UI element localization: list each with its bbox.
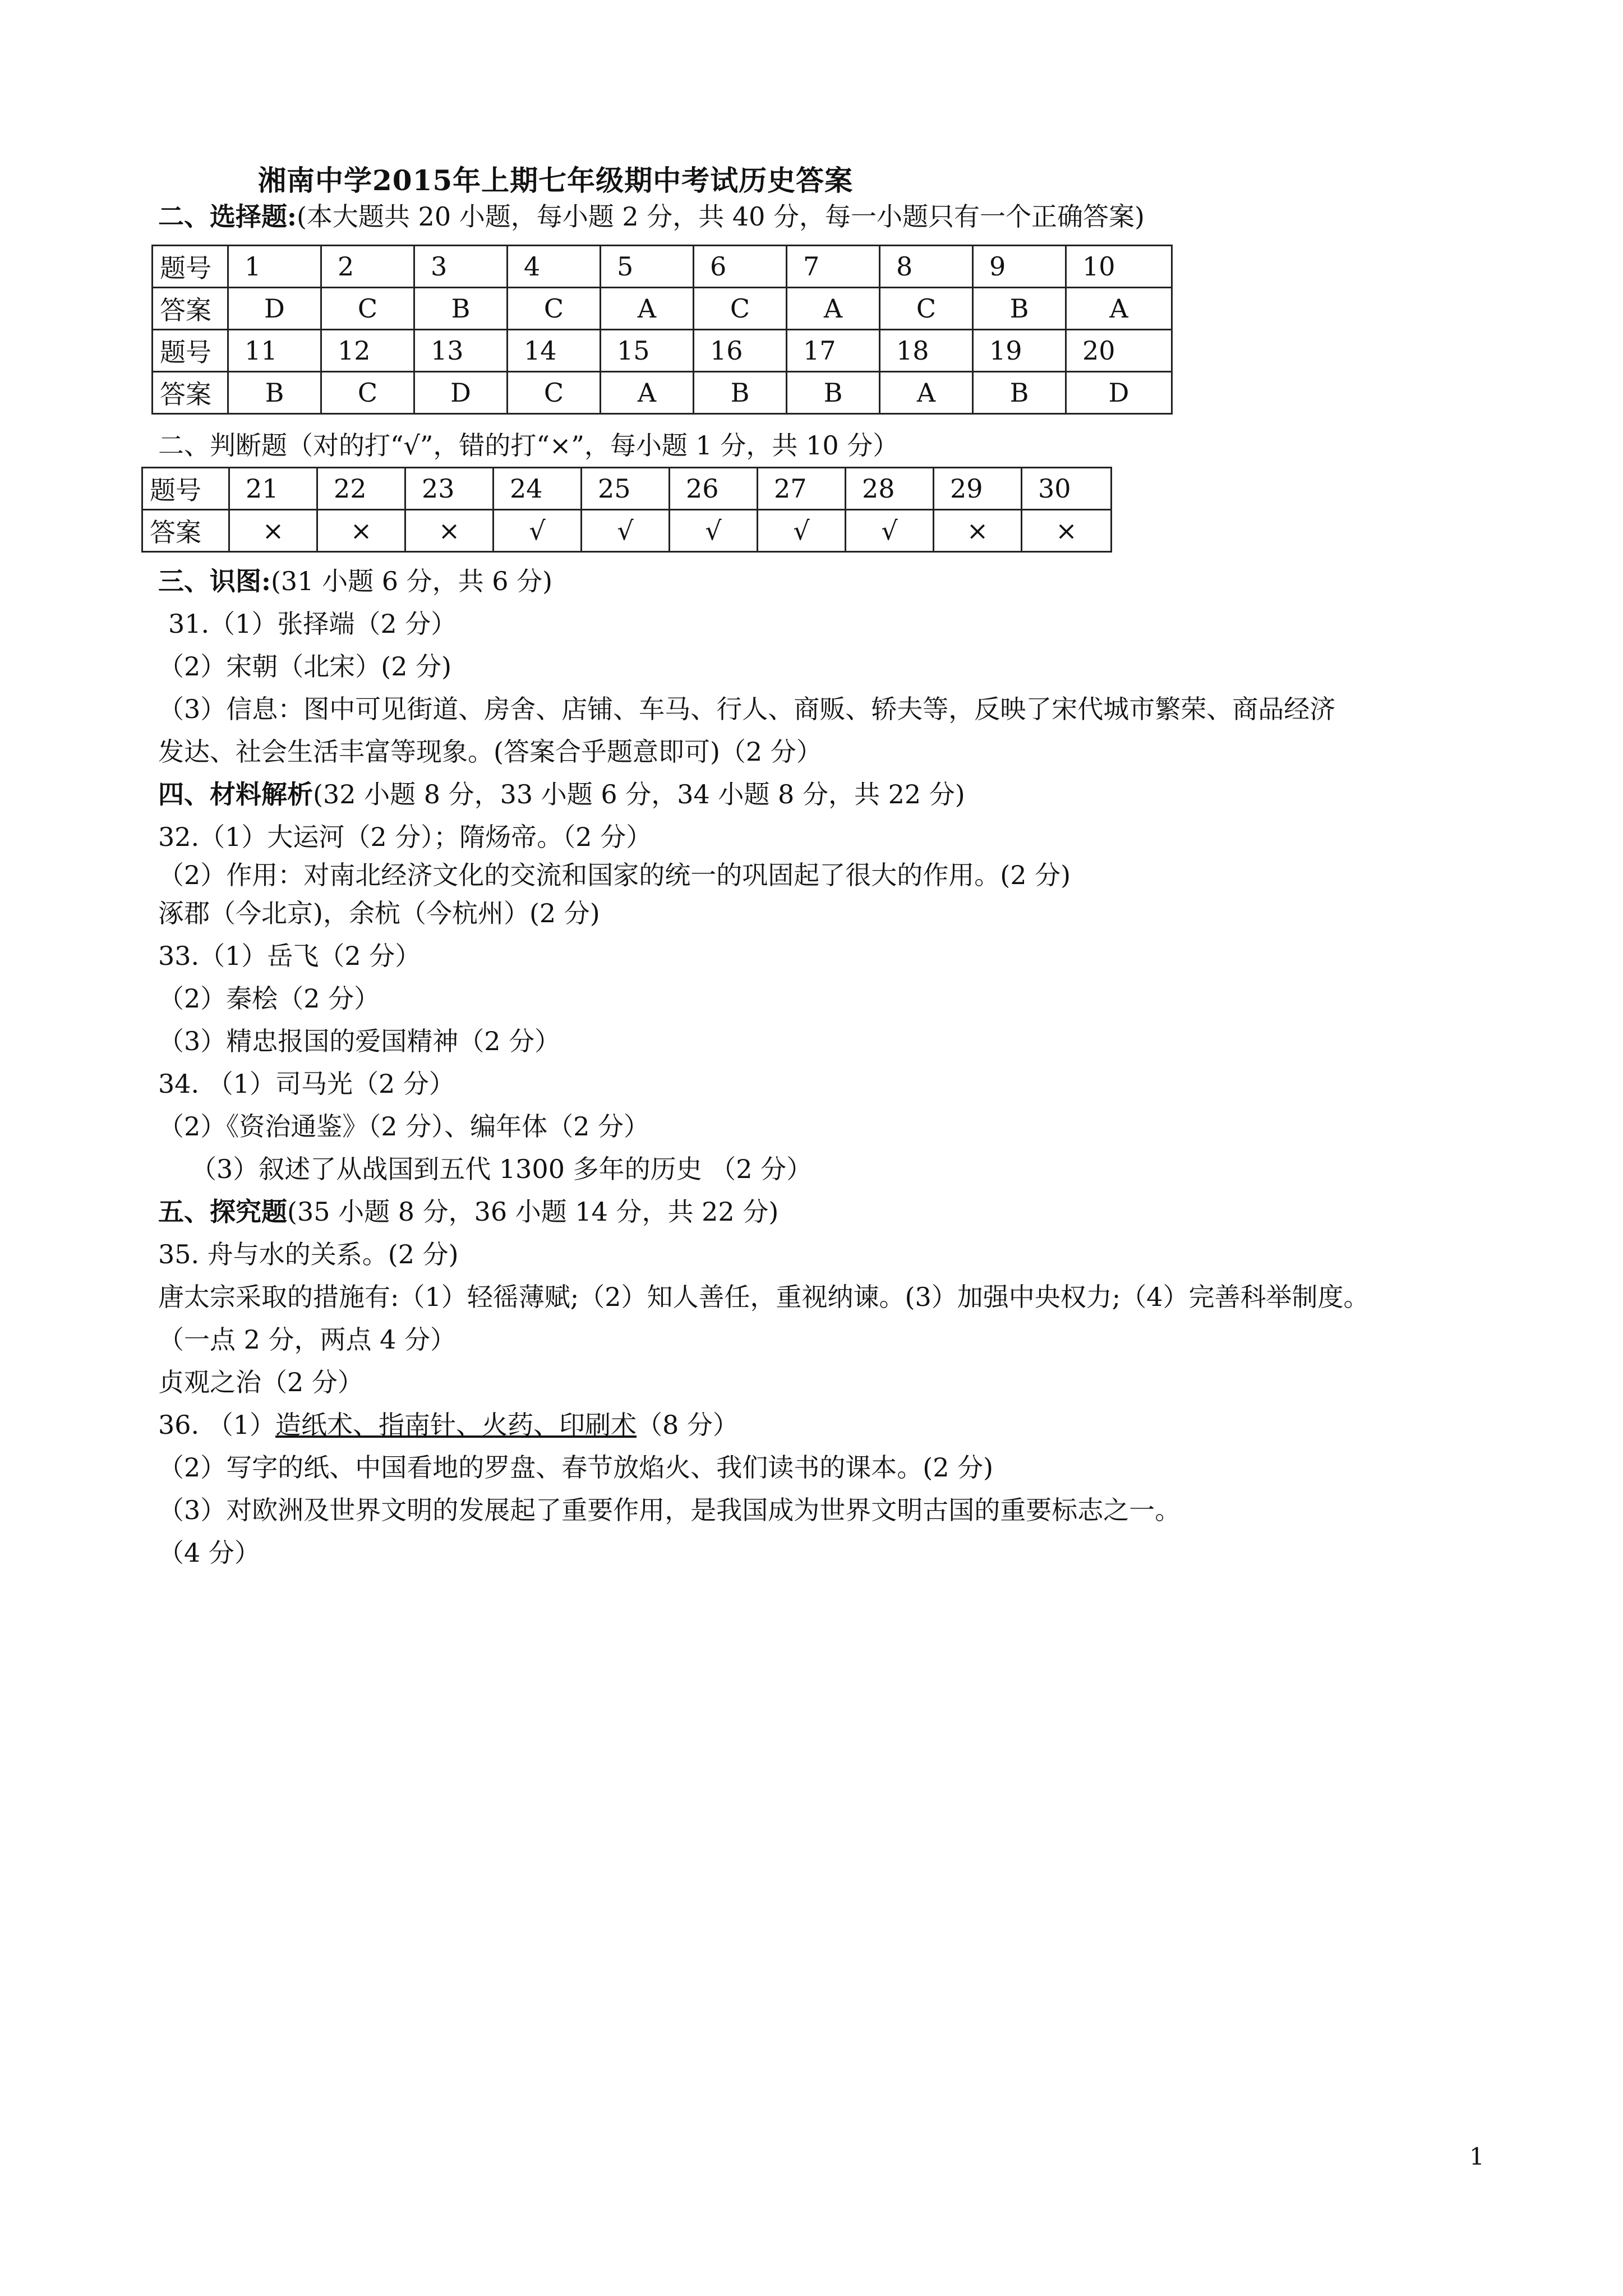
mc-answer-row-1 xyxy=(153,288,1172,330)
answer-cell: √ xyxy=(846,510,934,552)
answer-cell: B xyxy=(973,288,1066,330)
answer-line: （2）作用：对南北经济文化的交流和国家的统一的巩固起了很大的作用。(2 分) xyxy=(158,860,1071,890)
question-number: 3 xyxy=(414,246,508,288)
question-number: 26 xyxy=(670,468,758,510)
mc-heading: 二、选择题: xyxy=(158,201,297,232)
answer-line: 贞观之治（2 分） xyxy=(158,1367,363,1397)
question-number: 12 xyxy=(321,330,414,372)
question-number: 11 xyxy=(228,330,321,372)
answer-cell: C xyxy=(321,288,414,330)
question-number: 17 xyxy=(787,330,880,372)
answer-cell: × xyxy=(229,510,317,552)
tf-section-heading: 二、判断题（对的打“√”，错的打“×”，每小题 1 分，共 10 分） xyxy=(158,430,899,461)
question-number: 9 xyxy=(973,246,1066,288)
question-number: 7 xyxy=(787,246,880,288)
question-number: 23 xyxy=(405,468,494,510)
answer-cell: √ xyxy=(494,510,582,552)
answer-cell: C xyxy=(508,288,601,330)
row-label: 题号 xyxy=(153,330,228,372)
mc-question-row-2 xyxy=(153,330,1172,372)
section3-note: (31 小题 6 分，共 6 分) xyxy=(270,566,553,596)
question-number: 16 xyxy=(694,330,787,372)
answer-cell: C xyxy=(694,288,787,330)
question-number: 21 xyxy=(229,468,317,510)
question-number: 20 xyxy=(1066,330,1172,372)
answer-cell: √ xyxy=(582,510,670,552)
mc-note: (本大题共 20 小题，每小题 2 分，共 40 分，每一小题只有一个正确答案) xyxy=(296,201,1145,232)
answer-line: （2）宋朝（北宋）(2 分) xyxy=(158,651,452,682)
question-number: 18 xyxy=(880,330,973,372)
row-label: 题号 xyxy=(142,468,229,510)
answer-cell: A xyxy=(1066,288,1172,330)
row-label: 题号 xyxy=(153,246,228,288)
page-number: 1 xyxy=(1469,2143,1484,2170)
question-number: 14 xyxy=(508,330,601,372)
question-number: 27 xyxy=(758,468,846,510)
question-number: 8 xyxy=(880,246,973,288)
question-number: 10 xyxy=(1066,246,1172,288)
question-number: 15 xyxy=(601,330,694,372)
answer-line: （2）秦桧（2 分） xyxy=(158,983,380,1014)
mc-answer-row-2 xyxy=(153,372,1172,414)
mc-section-heading xyxy=(158,200,1145,233)
answer-line: （4 分） xyxy=(158,1538,260,1568)
question-number: 6 xyxy=(694,246,787,288)
q36-suffix: （8 分） xyxy=(637,1410,739,1440)
question-number: 24 xyxy=(494,468,582,510)
question-number: 22 xyxy=(317,468,405,510)
answer-cell: × xyxy=(317,510,405,552)
row-label: 答案 xyxy=(153,288,228,330)
question-number: 13 xyxy=(414,330,508,372)
question-number: 19 xyxy=(973,330,1066,372)
answer-line: 涿郡（今北京)，余杭（今杭州）(2 分) xyxy=(158,898,600,928)
answer-line: 33.（1）岳飞（2 分） xyxy=(158,941,421,971)
row-label: 答案 xyxy=(142,510,229,552)
answer-line: 35. 舟与水的关系。(2 分) xyxy=(158,1239,459,1269)
question-number: 5 xyxy=(601,246,694,288)
answer-line: 32.（1）大运河（2 分）；隋炀帝。（2 分） xyxy=(158,822,652,852)
answer-line: 发达、社会生活丰富等现象。(答案合乎题意即可)（2 分） xyxy=(158,737,822,767)
answer-line: 唐太宗采取的措施有:（1）轻徭薄赋;（2）知人善任，重视纳谏。(3）加强中央权力;（4）完善科举制度。 xyxy=(158,1282,1370,1312)
question-number: 29 xyxy=(934,468,1022,510)
answer-cell: B xyxy=(787,372,880,414)
answer-line: （2）《资治通鉴》（2 分）、编年体（2 分） xyxy=(158,1111,650,1142)
answer-line: （2）写字的纸、中国看地的罗盘、春节放焰火、我们读书的课本。(2 分) xyxy=(158,1452,994,1483)
answer-cell: B xyxy=(694,372,787,414)
section3-heading-line xyxy=(158,564,552,598)
section4-heading-line xyxy=(158,777,965,811)
section4-heading: 四、材料解析 xyxy=(158,779,313,809)
question-number: 2 xyxy=(321,246,414,288)
section5-note: (35 小题 8 分，36 小题 14 分，共 22 分) xyxy=(287,1197,779,1227)
answer-cell: D xyxy=(228,288,321,330)
answer-cell: C xyxy=(321,372,414,414)
answer-cell: B xyxy=(228,372,321,414)
answer-line: （3）叙述了从战国到五代 1300 多年的历史 （2 分） xyxy=(191,1154,813,1184)
mc-question-row-1 xyxy=(153,246,1172,288)
q36-underlined-answer: 造纸术、指南针、火药、印刷术 xyxy=(275,1410,637,1440)
section3-heading: 三、识图: xyxy=(158,566,271,596)
answer-cell: A xyxy=(601,288,694,330)
tf-question-row xyxy=(142,468,1112,510)
answer-cell: × xyxy=(934,510,1022,552)
answer-cell: × xyxy=(1022,510,1112,552)
tf-answer-table xyxy=(141,467,1112,553)
answer-cell: A xyxy=(787,288,880,330)
answer-cell: A xyxy=(601,372,694,414)
q36-prefix: 36. （1） xyxy=(158,1410,276,1440)
question-number: 25 xyxy=(582,468,670,510)
tf-answer-row xyxy=(142,510,1112,552)
answer-cell: √ xyxy=(758,510,846,552)
row-label: 答案 xyxy=(153,372,228,414)
question-number: 4 xyxy=(508,246,601,288)
answer-line: 34. （1）司马光（2 分） xyxy=(158,1069,455,1099)
answer-cell: B xyxy=(414,288,508,330)
answer-line: （3）对欧洲及世界文明的发展起了重要作用，是我国成为世界文明古国的重要标志之一。 xyxy=(158,1495,1181,1525)
answer-cell: A xyxy=(880,372,973,414)
question-number: 28 xyxy=(846,468,934,510)
mc-answer-table xyxy=(151,245,1173,415)
answer-cell: D xyxy=(414,372,508,414)
answer-line: 31.（1）张择端（2 分） xyxy=(168,609,457,639)
q36-answer-line xyxy=(158,1408,739,1442)
question-number: 1 xyxy=(228,246,321,288)
page-title: 湘南中学2015年上期七年级期中考试历史答案 xyxy=(258,164,854,197)
answer-cell: D xyxy=(1066,372,1172,414)
section4-note: (32 小题 8 分，33 小题 6 分，34 小题 8 分，共 22 分) xyxy=(313,779,965,809)
section5-heading: 五、探究题 xyxy=(158,1197,287,1227)
answer-cell: × xyxy=(405,510,494,552)
answer-line: （3）精忠报国的爱国精神（2 分） xyxy=(158,1026,561,1056)
answer-cell: C xyxy=(508,372,601,414)
answer-line: （一点 2 分，两点 4 分） xyxy=(158,1324,457,1355)
answer-cell: √ xyxy=(670,510,758,552)
answer-cell: C xyxy=(880,288,973,330)
section5-heading-line xyxy=(158,1195,778,1228)
answer-line: （3）信息：图中可见街道、房舍、店铺、车马、行人、商贩、轿夫等，反映了宋代城市繁荣、商品经济 xyxy=(158,694,1336,724)
answer-cell: B xyxy=(973,372,1066,414)
question-number: 30 xyxy=(1022,468,1112,510)
